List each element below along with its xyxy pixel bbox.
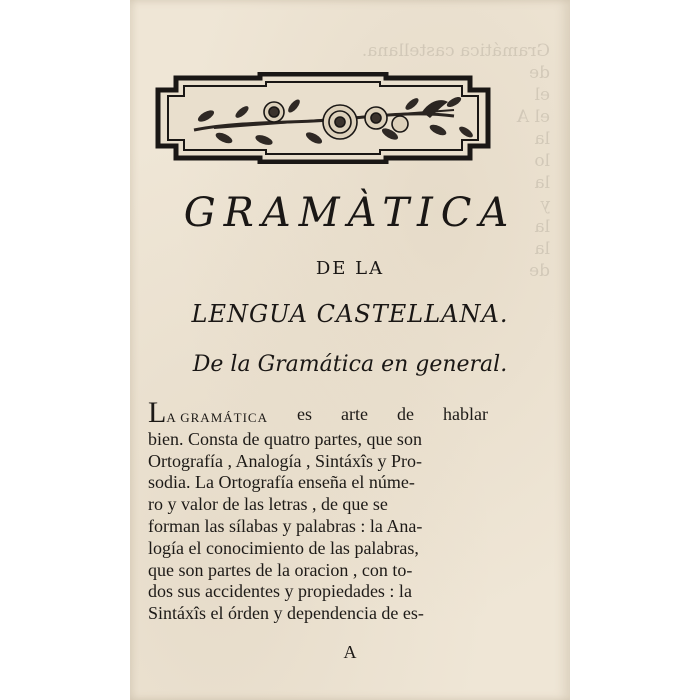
title-de-la: DE LA bbox=[315, 258, 385, 279]
body-word: arte bbox=[340, 404, 368, 424]
body-line: bien. Consta de quatro partes, que son bbox=[148, 428, 422, 449]
drop-cap: L bbox=[148, 396, 167, 429]
body-word: hablar bbox=[442, 404, 488, 424]
title-subtitle: LENGUA CASTELLANA. bbox=[191, 300, 509, 328]
body-line: Ortografía , Analogía , Sintáxîs y Pro- bbox=[148, 450, 422, 471]
body-word: de bbox=[396, 404, 414, 424]
body-line-1 bbox=[148, 396, 488, 429]
body-line: ro y valor de las letras , de que se bbox=[148, 494, 388, 515]
body-line: que son partes de la oracion , con to- bbox=[148, 559, 413, 580]
body-line: sodia. La Ortografía enseña el núme- bbox=[148, 472, 415, 493]
book-page bbox=[130, 0, 570, 700]
body-line: dos sus accidentes y propiedades : la bbox=[148, 581, 412, 602]
section-heading: De la Gramática en general. bbox=[192, 352, 508, 377]
body-word: es bbox=[296, 404, 312, 424]
opening-words bbox=[148, 396, 268, 429]
small-caps-opening: A GRAMÁTICA bbox=[166, 410, 268, 425]
signature-mark: A bbox=[343, 642, 357, 662]
body-line: logía el conocimiento de las palabras, bbox=[148, 537, 419, 558]
show-through-text: Gramática castellana. de el el A la lo la y la la de bbox=[361, 41, 550, 281]
floral-ornament-headpiece bbox=[154, 72, 492, 164]
body-line: forman las sílabas y palabras : la Ana- bbox=[148, 515, 423, 536]
body-line: Sintáxîs el órden y dependencia de es- bbox=[148, 603, 424, 624]
title-main: GRAMÀTICA bbox=[183, 190, 517, 236]
body-paragraph bbox=[148, 396, 488, 625]
